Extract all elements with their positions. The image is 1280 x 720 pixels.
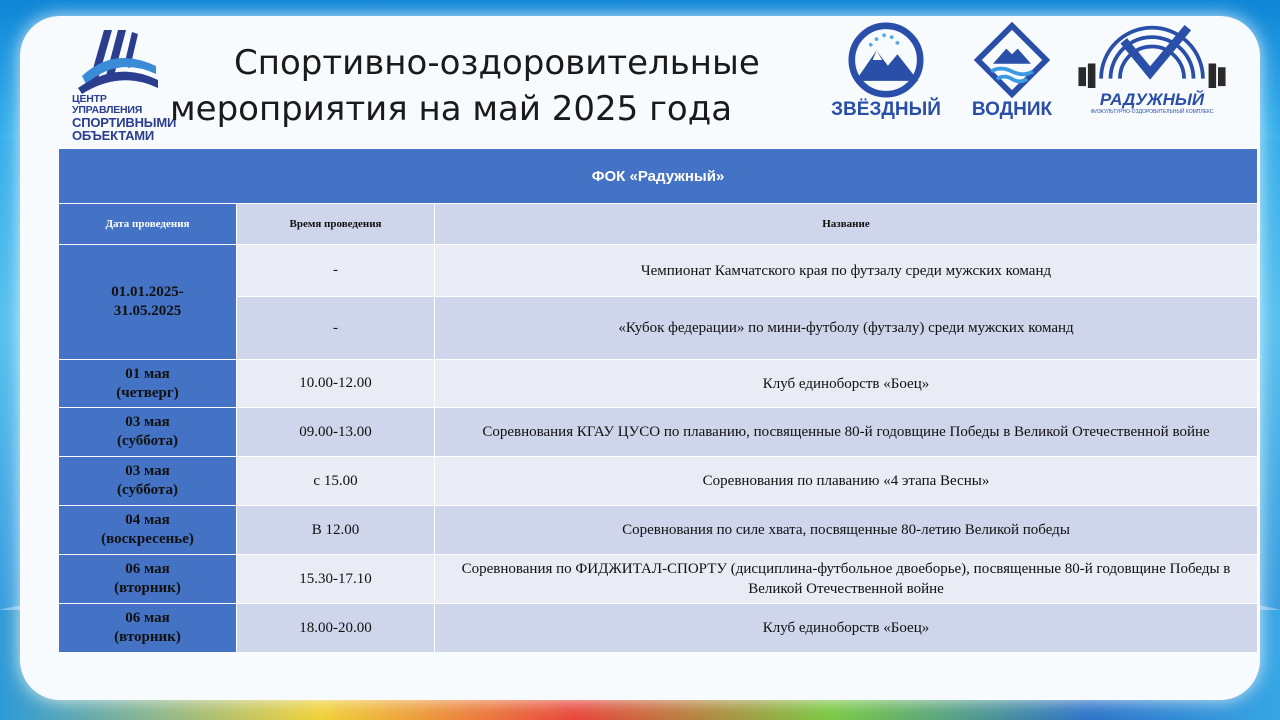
time-cell: 15.30-17.10 (237, 555, 435, 604)
column-header-time: Время проведения (237, 204, 435, 245)
brand-logo-vodnik (964, 22, 1060, 120)
org-logo (72, 26, 177, 143)
zvezdny-mountain-icon (838, 22, 934, 98)
org-logo-mark-icon (74, 26, 158, 96)
table-row (59, 604, 1258, 653)
org-logo-line-1: ЦЕНТР УПРАВЛЕНИЯ (72, 93, 143, 116)
date-cell (59, 555, 237, 604)
column-header-name: Название (435, 204, 1258, 245)
time-cell: с 15.00 (237, 457, 435, 506)
date-line-1: 03 мая (125, 463, 170, 479)
table-row (59, 555, 1258, 604)
org-logo-line-2: СПОРТИВНЫМИ (72, 115, 177, 130)
date-line-2: (вторник) (114, 580, 181, 596)
date-line-2: (суббота) (117, 482, 178, 498)
date-line-1: 06 мая (125, 610, 170, 626)
brand-vodnik-label: ВОДНИК (971, 99, 1053, 120)
time-cell: - (237, 245, 435, 297)
date-line-1: 06 мая (125, 561, 170, 577)
brand-raduzhny-subtitle: ФИЗКУЛЬТУРНО-ОЗДОРОВИТЕЛЬНЫЙ КОМПЛЕКС (1090, 109, 1214, 115)
name-cell: Чемпионат Камчатского края по футзалу среди мужских команд (435, 245, 1258, 297)
date-cell (59, 457, 237, 506)
table-row (59, 297, 1258, 360)
date-line-1: 04 мая (125, 512, 170, 528)
date-line-2: (вторник) (114, 629, 181, 645)
table-row (59, 245, 1258, 297)
date-cell (59, 408, 237, 457)
date-line-1: 03 мая (125, 414, 170, 430)
time-cell: 09.00-13.00 (237, 408, 435, 457)
date-line-2: (суббота) (117, 433, 178, 449)
date-cell (59, 360, 237, 408)
org-logo-text (72, 93, 177, 143)
date-cell (59, 245, 237, 360)
vodnik-diamond-icon (974, 22, 1050, 98)
table-row (59, 408, 1258, 457)
schedule-table (58, 148, 1258, 653)
date-line-2: 31.05.2025 (113, 303, 182, 319)
column-header-date: Дата проведения (59, 204, 237, 245)
page-title-line-1: Спортивно-оздоровительные (234, 43, 760, 83)
name-cell: Клуб единоборств «Боец» (435, 360, 1258, 408)
venue-title: ФОК «Радужный» (59, 149, 1258, 204)
time-cell: В 12.00 (237, 506, 435, 555)
brand-raduzhny-label: РАДУЖНЫЙ (1099, 90, 1205, 109)
page-title-line-2: мероприятия на май 2025 года (170, 89, 733, 129)
name-cell: Клуб единоборств «Боец» (435, 604, 1258, 653)
name-cell: Соревнования по плаванию «4 этапа Весны» (435, 457, 1258, 506)
name-cell: Соревнования по силе хвата, посвященные 80-летию Великой победы (435, 506, 1258, 555)
venue-row (59, 149, 1258, 204)
brand-zvezdny-label: ЗВЁЗДНЫЙ (831, 99, 941, 120)
date-cell (59, 604, 237, 653)
date-line-1: 01.01.2025- (111, 284, 184, 300)
name-cell: «Кубок федерации» по мини-футболу (футзалу) среди мужских команд (435, 297, 1258, 360)
name-cell: Соревнования по ФИДЖИТАЛ-СПОРТУ (дисциплина-футбольное двоеборье), посвященные 80-й годовщине Победы в Великой Отечественной войне (435, 555, 1258, 604)
table-header-row (59, 204, 1258, 245)
time-cell: 10.00-12.00 (237, 360, 435, 408)
table-row (59, 360, 1258, 408)
page-title (170, 40, 810, 132)
table-row (59, 506, 1258, 555)
date-line-2: (воскресенье) (101, 531, 194, 547)
raduzhny-check-icon (1074, 22, 1230, 88)
date-cell (59, 506, 237, 555)
date-line-2: (четверг) (116, 384, 179, 401)
org-logo-line-3: ОБЪЕКТАМИ (72, 128, 155, 143)
date-line-1: 01 мая (125, 365, 170, 382)
brand-logo-zvezdny (828, 22, 944, 120)
brand-logo-raduzhny (1072, 22, 1232, 115)
time-cell: 18.00-20.00 (237, 604, 435, 653)
time-cell: - (237, 297, 435, 360)
name-cell: Соревнования КГАУ ЦУСО по плаванию, посвященные 80-й годовщине Победы в Великой Отечественной войне (435, 408, 1258, 457)
table-row (59, 457, 1258, 506)
